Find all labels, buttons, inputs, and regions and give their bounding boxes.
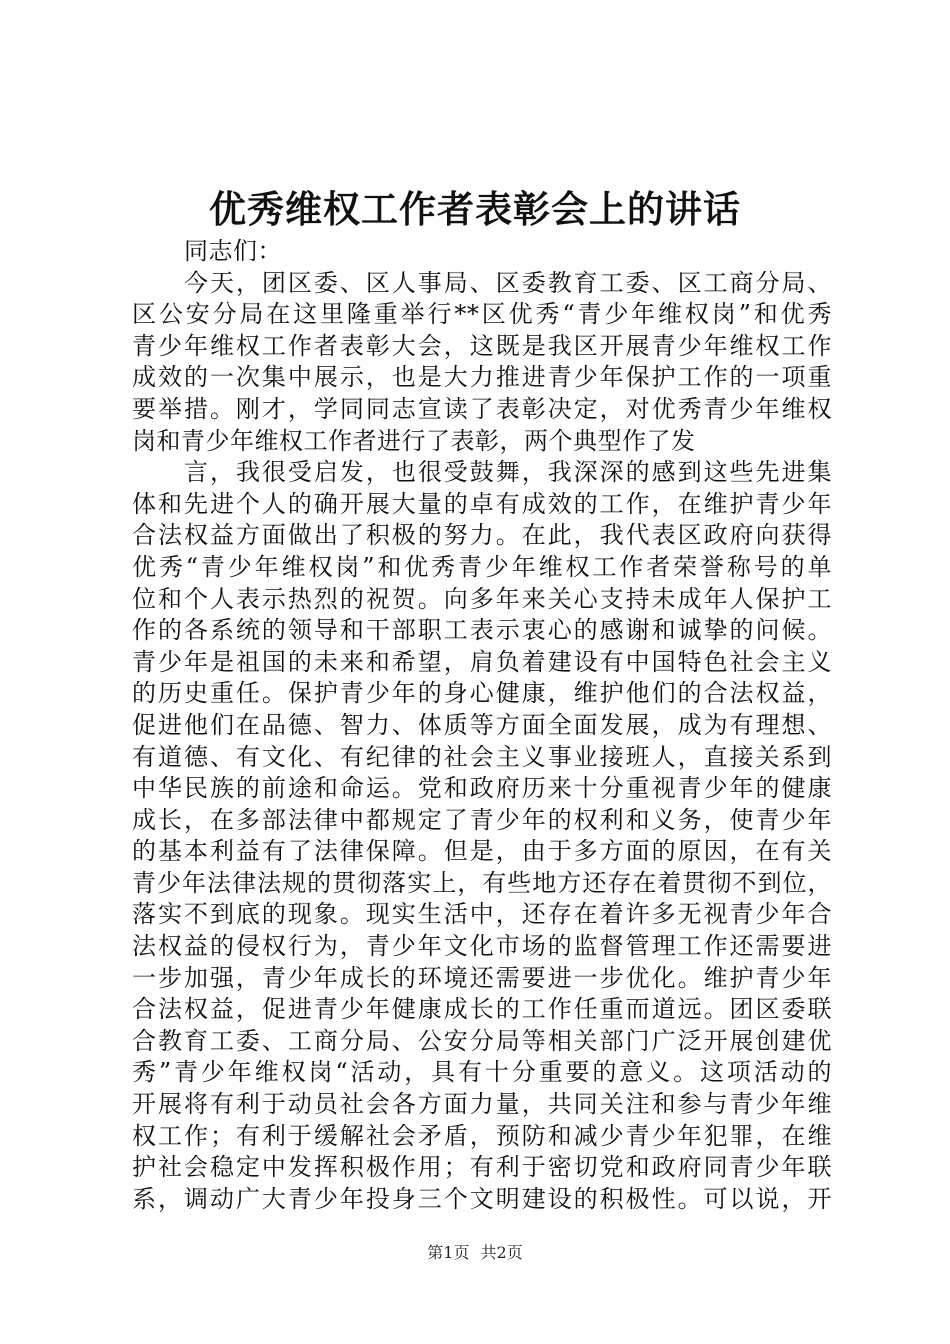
text-line: 成长，在多部法律中都规定了青少年的权利和义务，使青少年 <box>132 805 832 834</box>
text-line: 青少年维权工作者表彰大会，这既是我区开展青少年维权工作 <box>132 331 832 360</box>
text-line: 优秀“青少年维权岗”和优秀青少年维权工作者荣誉称号的单 <box>132 552 832 581</box>
text-line: 落实不到底的现象。现实生活中，还存在着许多无视青少年合 <box>132 900 832 929</box>
text-line: 要举措。刚才，学同同志宣读了表彰决定，对优秀青少年维权 <box>132 394 832 423</box>
text-line: 开展将有利于动员社会各方面力量，共同关注和参与青少年维 <box>132 1090 832 1119</box>
text-line: 青少年是祖国的未来和希望，肩负着建设有中国特色社会主义 <box>132 647 832 676</box>
text-line: 中华民族的前途和命运。党和政府历来十分重视青少年的健康 <box>132 774 832 803</box>
text-line: 今天，团区委、区人事局、区委教育工委、区工商分局、 <box>184 268 832 297</box>
text-line: 的历史重任。保护青少年的身心健康，维护他们的合法权益， <box>132 679 832 708</box>
text-line: 同志们： <box>184 237 282 265</box>
page-footer <box>0 1240 950 1263</box>
text-line: 系，调动广大青少年投身三个文明建设的积极性。可以说，开 <box>132 1184 832 1213</box>
text-line: 权工作；有利于缓解社会矛盾，预防和减少青少年犯罪，在维 <box>132 1121 832 1150</box>
text-line: 区公安分局在这里隆重举行**区优秀“青少年维权岗”和优秀 <box>132 300 832 329</box>
text-line: 位和个人表示热烈的祝贺。向多年来关心支持未成年人保护工 <box>132 584 832 613</box>
document-title: 优秀维权工作者表彰会上的讲话 <box>209 187 741 231</box>
text-line: 岗和青少年维权工作者进行了表彰，两个典型作了发 <box>132 426 696 455</box>
text-line: 有道德、有文化、有纪律的社会主义事业接班人，直接关系到 <box>132 742 832 771</box>
page-number: 第1页 <box>427 1243 470 1262</box>
page-total: 共2页 <box>480 1243 523 1262</box>
text-line: 青少年法律法规的贯彻落实上，有些地方还存在着贯彻不到位， <box>132 868 832 897</box>
text-line: 合法权益方面做出了积极的努力。在此，我代表区政府向获得 <box>132 521 832 550</box>
text-line: 合法权益，促进青少年健康成长的工作任重而道远。团区委联 <box>132 995 832 1024</box>
text-line: 法权益的侵权行为，青少年文化市场的监督管理工作还需要进 <box>132 932 832 961</box>
text-line: 护社会稳定中发挥积极作用；有利于密切党和政府同青少年联 <box>132 1153 832 1182</box>
text-line: 作的各系统的领导和干部职工表示衷心的感谢和诚挚的问候。 <box>132 616 832 645</box>
text-line: 秀”青少年维权岗“活动，具有十分重要的意义。这项活动的 <box>132 1058 832 1087</box>
text-line: 合教育工委、工商分局、公安分局等相关部门广泛开展创建优 <box>132 1026 832 1055</box>
text-line: 言，我很受启发，也很受鼓舞，我深深的感到这些先进集 <box>184 458 832 487</box>
text-line: 成效的一次集中展示，也是大力推进青少年保护工作的一项重 <box>132 363 832 392</box>
text-line: 一步加强，青少年成长的环境还需要进一步优化。维护青少年 <box>132 963 832 992</box>
text-line: 体和先进个人的确开展大量的卓有成效的工作，在维护青少年 <box>132 489 832 518</box>
text-line: 的基本利益有了法律保障。但是，由于多方面的原因，在有关 <box>132 837 832 866</box>
document-body <box>132 236 832 1215</box>
text-line: 促进他们在品德、智力、体质等方面全面发展，成为有理想、 <box>132 710 832 739</box>
